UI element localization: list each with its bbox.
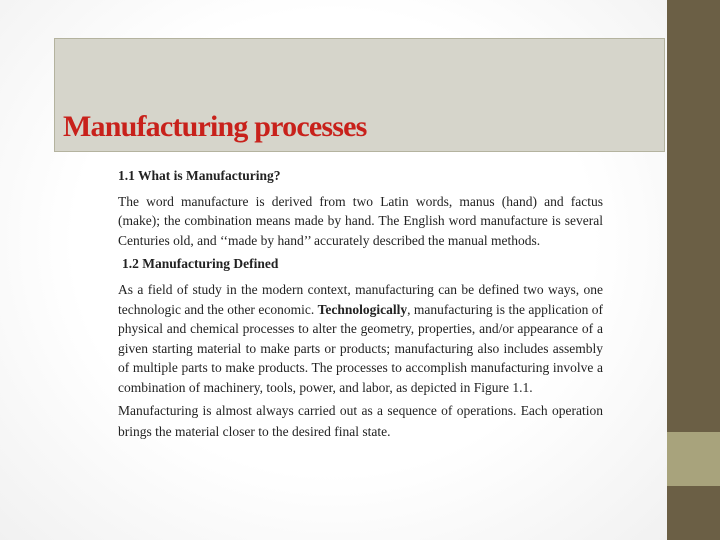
section-1-body: The word manufacture is derived from two Latin words, manus (hand) and factus (make); the combination means made by hand. The English word manufacture is several Centuries old, and ‘‘made by hand’’ accurately described the manual methods.: [118, 193, 603, 248]
section-2-heading: 1.2 Manufacturing Defined: [122, 256, 279, 272]
slide-title: Manufacturing processes: [63, 110, 367, 143]
slide-content: [118, 166, 603, 442]
right-band-accent: [667, 432, 720, 486]
section-2-body-rest: , manufacturing is the application of physical and chemical processes to alter the geometry, properties, and/or appearance of a given starting material to make parts or products; manufacturing also includes assembly of multiple parts to make products. The processes to accomplish manufacturing involve a combination of machinery, tools, power, and labor, as depicted in Figure 1.1.: [118, 301, 603, 395]
section-1-heading: 1.1 What is Manufacturing?: [118, 168, 281, 183]
section-2-body-bold: Technologically: [317, 301, 408, 317]
section-2-body-intro: As a field of study in the modern context, manufacturing can be defined two ways, one technologic and the other economic.: [118, 281, 603, 317]
section-2-body: [118, 280, 603, 398]
section-2-body-final: Manufacturing is almost always carried out as a sequence of operations. Each operation brings the material closer to the desired final state.: [118, 402, 603, 439]
title-box: [54, 38, 665, 152]
